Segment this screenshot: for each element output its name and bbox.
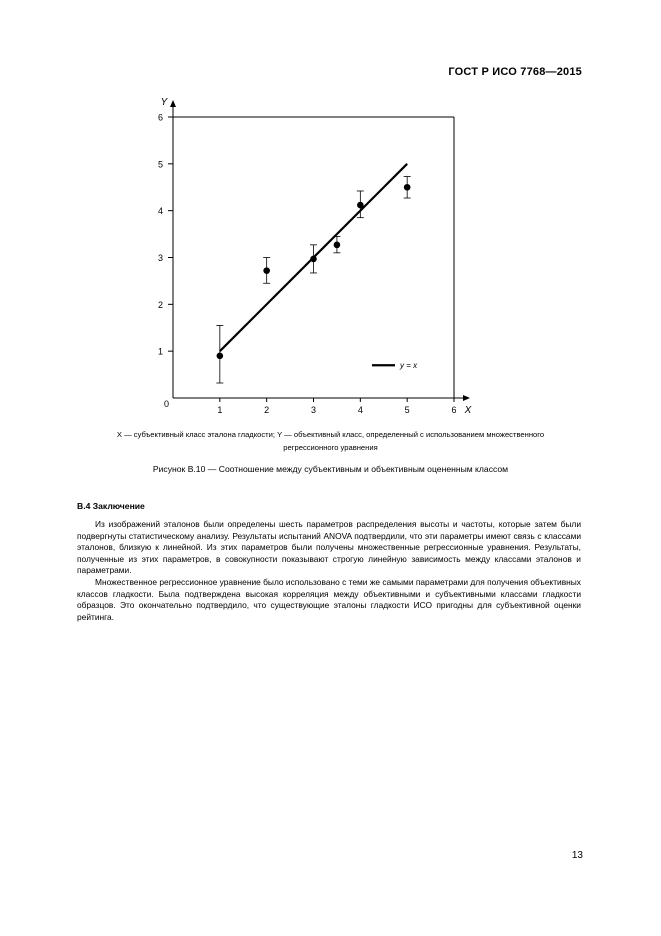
chart-figure	[0, 0, 661, 425]
data-point	[263, 267, 270, 274]
y-tick-label: 5	[157, 159, 163, 170]
data-point	[310, 256, 317, 263]
y-axis-label: Y	[160, 97, 168, 108]
y-axis-ticks	[158, 113, 173, 357]
x-tick-label: 5	[404, 405, 410, 415]
section-heading: В.4 Заключение	[77, 501, 145, 511]
axis-labels	[161, 97, 472, 416]
caption-line-2: регрессионного уравнения	[283, 443, 378, 452]
chart-legend	[372, 361, 418, 370]
x-tick-label: 1	[217, 405, 223, 415]
origin-label: 0	[163, 399, 169, 409]
y-tick-label: 1	[157, 346, 163, 357]
y-axis-arrow	[170, 100, 176, 107]
x-tick-label: 2	[264, 405, 270, 415]
figure-legend-caption	[40, 428, 621, 454]
paragraph-1: Из изображений эталонов были определены шесть параметров распределения высоты и частоты, которые затем были подвергнуты статистическому анализу. Результаты испытаний ANOVA подтвердили, что эти параметры имеют связь с классами эталонов, близкую к линейной. Из этих параметров были получены множественные регрессионные уравнения. Результаты, полученные из этих параметров, в совокупности показывают строгую линейную зависимость между классами эталонов и параметрами.	[77, 519, 581, 576]
page-number: 13	[571, 850, 583, 861]
figure-title: Рисунок В.10 — Соотношение между субъективным и объективным оцененным классом	[152, 464, 509, 474]
x-axis-arrow	[463, 395, 470, 401]
caption-line-1: X — субъективный класс эталона гладкости; Y — объективный класс, определенный с использованием множественного	[116, 430, 545, 439]
x-tick-label: 6	[451, 405, 457, 415]
x-tick-label: 4	[357, 405, 363, 415]
data-point	[217, 353, 224, 360]
data-points-layer	[216, 176, 410, 383]
x-axis-label: X	[464, 405, 472, 416]
y-tick-label: 4	[157, 206, 163, 217]
data-point	[357, 202, 364, 209]
y-tick-label: 3	[157, 253, 163, 263]
x-axis-ticks	[164, 398, 457, 415]
data-point	[404, 184, 411, 191]
paragraph-2: Множественное регрессионное уравнение было использовано с теми же самыми параметрами для получения объективных классов гладкости. Была подтверждена высокая корреляция между объективными и субъективными классами гладкости образцов. Это окончательно подтвердило, что существующие эталоны гладкости ИСО пригодны для субъективной оценки рейтинга.	[77, 577, 581, 622]
legend-label: y = x	[400, 361, 418, 371]
y-tick-label: 2	[157, 299, 163, 310]
x-tick-label: 3	[310, 405, 317, 415]
data-point	[334, 242, 341, 249]
y-tick-label: 6	[157, 112, 163, 123]
document-header: ГОСТ Р ИСО 7768—2015	[448, 66, 582, 78]
